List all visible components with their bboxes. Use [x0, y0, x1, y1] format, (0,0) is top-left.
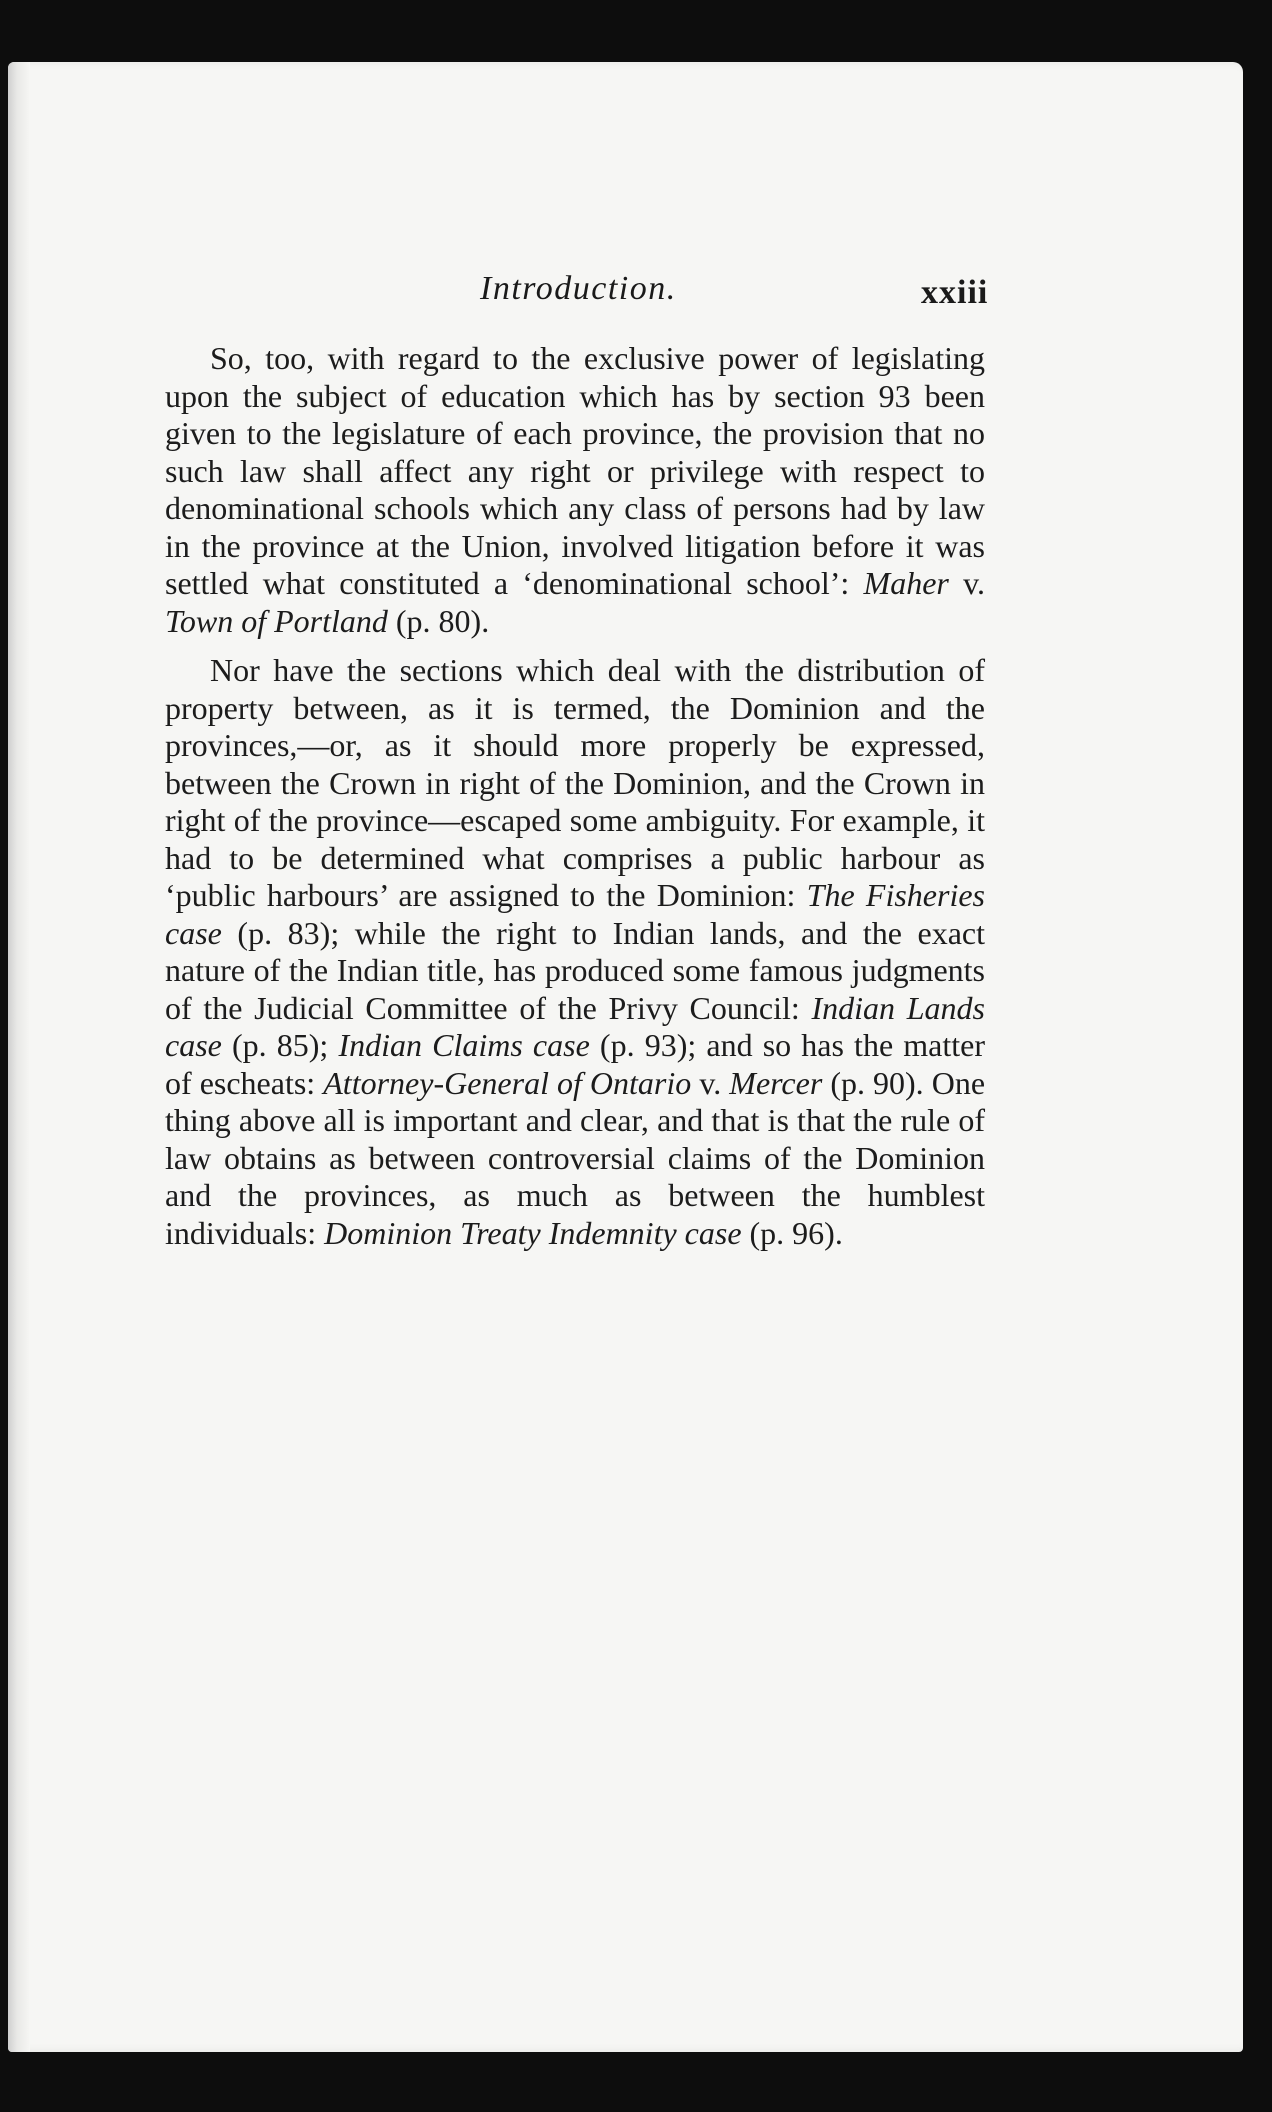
paragraph — [165, 340, 985, 640]
text-segment: (p. 80). — [387, 602, 490, 639]
body-text — [165, 340, 985, 1264]
text-segment: (p. 96). — [741, 1214, 843, 1251]
page-number: xxiii — [921, 274, 989, 311]
case-name: Dominion Treaty Indemnity case — [324, 1214, 742, 1251]
running-header — [0, 270, 1272, 320]
text-segment: v. — [691, 1064, 730, 1101]
case-name: Town of Portland — [165, 602, 388, 639]
text-segment: (p. 85); — [221, 1027, 339, 1063]
page-gutter-edge — [8, 62, 30, 2052]
case-name: The Fisheries case — [165, 877, 986, 951]
case-name: Maher — [863, 565, 949, 601]
text-segment: Nor have the sections which deal with the distribution of property between, as it is termed, the Dominion and the provinces,—or, as it should more properly be expressed, between the Crown in right of the Dominion, and the Crown in right of the province—escaped some ambiguity. For example, it had to be determined what comprises a public harbour as ‘public harbours’ are assigned to the Dominion: — [165, 652, 985, 913]
case-name: Mercer — [729, 1064, 823, 1101]
text-segment: So, too, with regard to the exclusive power of legislating upon the subject of education which has by section 93 been given to the legislature of each province, the provision that no such law shall affect any right or privilege with respect to denominational schools which any class of persons had by law in the province at the Union, involved litigation before it was settled what constituted a ‘denominational school’: — [165, 340, 985, 601]
paragraph — [165, 652, 985, 1252]
case-name: Indian Claims case — [338, 1027, 590, 1063]
case-name: Attorney-General of Ontario — [323, 1064, 692, 1101]
text-segment: v. — [948, 565, 986, 601]
text-segment: (p. 93); and so has the matter of escheats: — [165, 1027, 985, 1101]
text-segment: (p. 90). One thing above all is important and clear, and that is that the rule of law obtains as between controversial claims of the Dominion and the provinces, as much as between the humblest individuals: — [165, 1064, 986, 1251]
text-segment: (p. 83); while the right to Indian lands, and the exact nature of the Indian title, has produced some famous judgments of the Judicial Committee of the Privy Council: — [165, 914, 985, 1026]
case-name: Indian Lands case — [165, 989, 986, 1063]
running-title: Introduction. — [480, 270, 677, 307]
